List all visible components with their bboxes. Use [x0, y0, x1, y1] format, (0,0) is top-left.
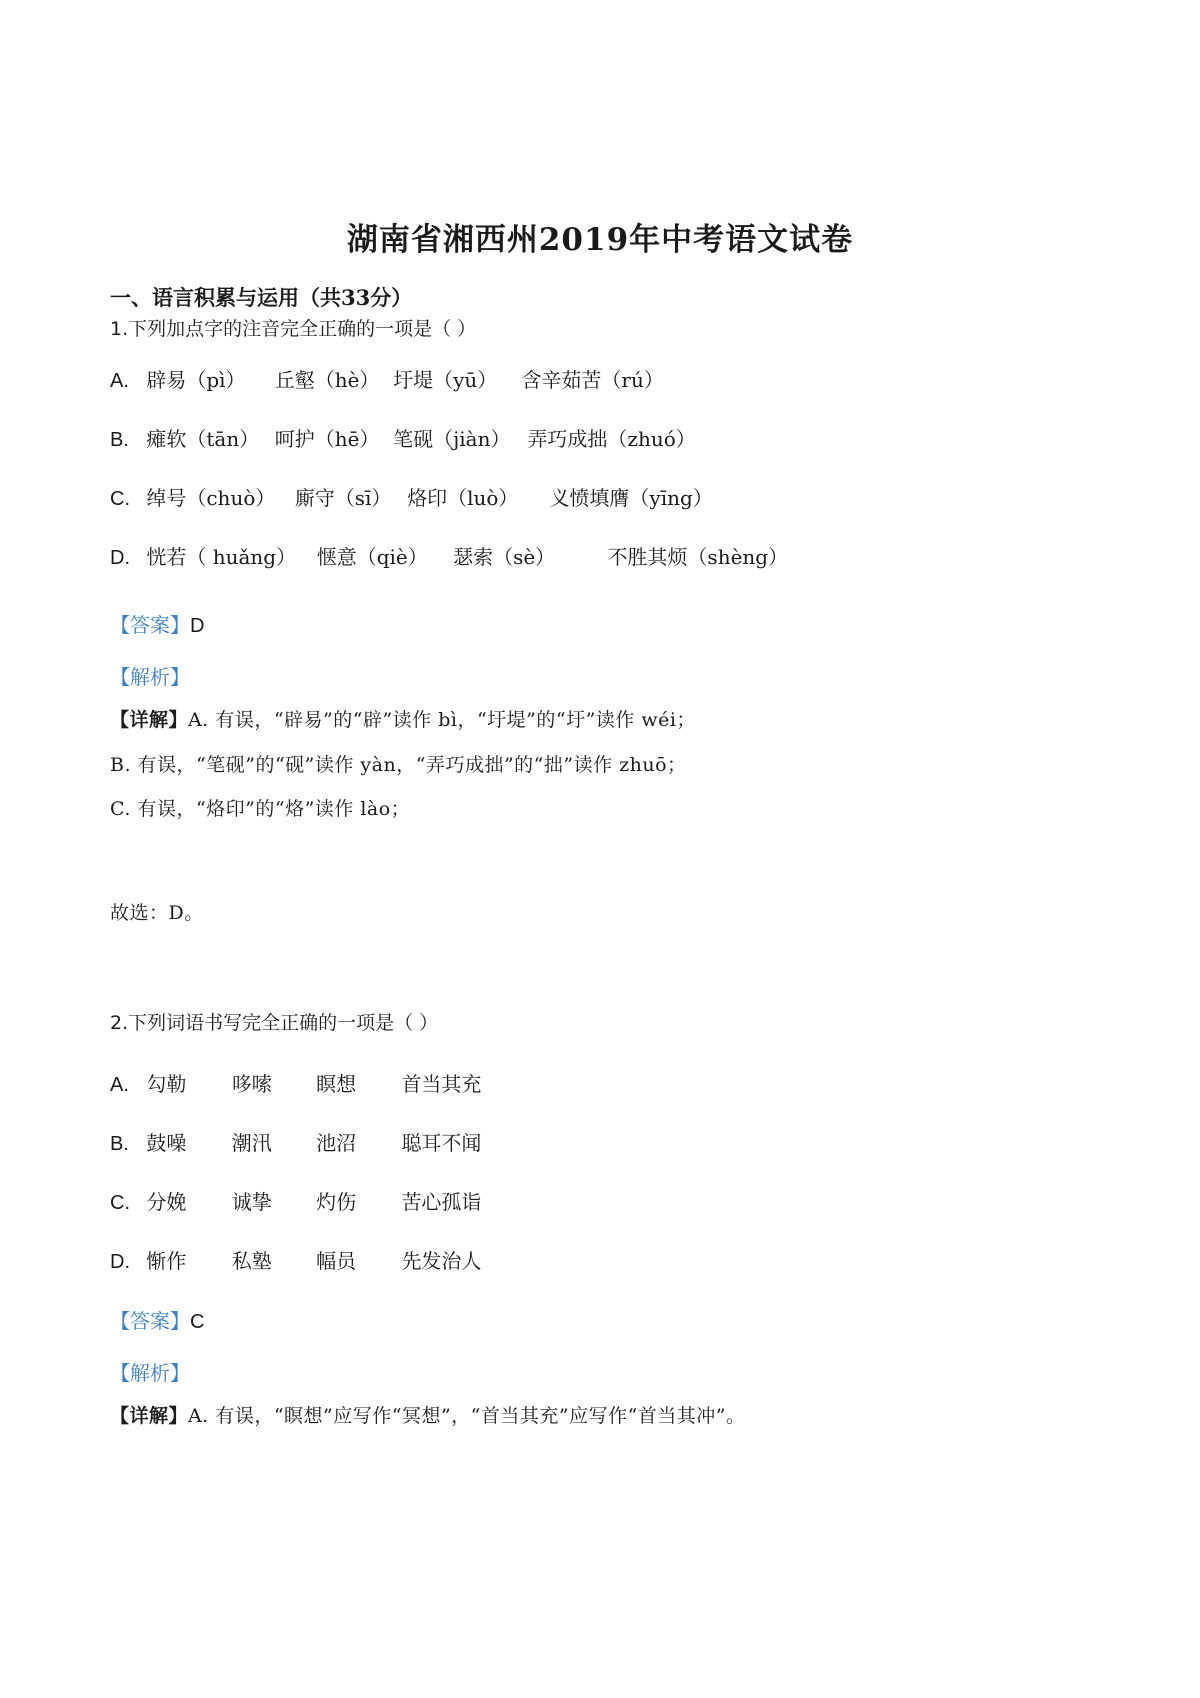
option-item: 含辛茹苦（rú） [521, 368, 664, 392]
detail-text: A. 有误，“瞑想”应写作“冥想”，“首当其充”应写作“首当其冲”。 [188, 1405, 746, 1427]
question-1-option-a[interactable] [110, 364, 664, 393]
question-2-answer [110, 1305, 204, 1334]
option-item: 灼伤 [316, 1190, 357, 1214]
page-title: 湖南省湘西州2019年中考语文试卷 [346, 222, 854, 258]
option-item: 笔砚（jiàn） [393, 427, 511, 451]
question-2-option-d[interactable] [110, 1245, 481, 1274]
option-item: 不胜其烦（shèng） [607, 545, 789, 569]
detail-text: A. 有误，“辟易”的“辟”读作 bì，“圩堤”的“圩”读作 wéi； [188, 709, 696, 731]
option-item: 瑟索（sè） [453, 545, 556, 569]
option-item: 勾勒 [146, 1072, 187, 1096]
question-1-stem: 1.下列加点字的注音完全正确的一项是（ ） [110, 318, 477, 340]
option-item: 池沼 [316, 1131, 357, 1155]
question-1-option-d[interactable] [110, 541, 788, 570]
option-letter: D. [110, 1251, 130, 1273]
detail-tag: 【详解】 [110, 709, 189, 731]
option-letter: A. [110, 370, 129, 392]
question-2-option-a[interactable] [110, 1068, 481, 1097]
option-item: 诚挚 [231, 1190, 272, 1214]
option-item: 惬意（qiè） [316, 545, 428, 569]
question-1-option-c[interactable] [110, 482, 713, 511]
answer-value: C [190, 1311, 205, 1333]
option-letter: B. [110, 1133, 129, 1155]
option-letter: D. [110, 547, 130, 569]
answer-tag: 【答案】 [110, 613, 190, 637]
answer-tag: 【答案】 [110, 1309, 190, 1333]
question-1-analysis-tag: 【解析】 [110, 665, 190, 689]
question-1-answer [110, 609, 204, 638]
option-item: 呵护（hē） [274, 427, 380, 451]
option-item: 廝守（sī） [294, 486, 392, 510]
option-item: 苦心孤诣 [401, 1190, 482, 1214]
option-item: 先发治人 [401, 1249, 482, 1273]
option-letter: B. [110, 429, 129, 451]
question-1-conclusion: 故选：D。 [110, 902, 204, 924]
question-1-option-b[interactable] [110, 423, 696, 452]
option-item: 惭作 [146, 1249, 187, 1273]
question-2-option-c[interactable] [110, 1186, 481, 1215]
question-1-detail-line [110, 705, 696, 732]
option-item: 丘壑（hè） [274, 368, 380, 392]
option-item: 分娩 [146, 1190, 187, 1214]
option-item: 首当其充 [401, 1072, 482, 1096]
option-letter: C. [110, 488, 130, 510]
option-item: 鼓噪 [146, 1131, 187, 1155]
question-1-detail-line: C. 有误，“烙印”的“烙”读作 lào； [110, 798, 411, 820]
option-letter: A. [110, 1074, 129, 1096]
option-item: 圩堤（yū） [393, 368, 498, 392]
question-2-option-b[interactable] [110, 1127, 481, 1156]
option-item: 潮汛 [231, 1131, 272, 1155]
option-item: 绰号（chuò） [146, 486, 276, 510]
option-item: 幅员 [316, 1249, 357, 1273]
detail-tag: 【详解】 [110, 1405, 189, 1427]
question-2-detail-line [110, 1401, 746, 1428]
option-item: 瘫软（tān） [146, 427, 260, 451]
option-item: 辟易（pì） [146, 368, 246, 392]
answer-value: D [190, 615, 205, 637]
option-letter: C. [110, 1192, 130, 1214]
option-item: 私塾 [231, 1249, 272, 1273]
option-item: 聪耳不闻 [401, 1131, 482, 1155]
section-heading: 一、语言积累与运用（共33分） [110, 285, 413, 310]
option-item: 哆嗦 [231, 1072, 272, 1096]
option-item: 义愤填膺（yīng） [549, 486, 713, 510]
question-2-analysis-tag: 【解析】 [110, 1361, 190, 1385]
question-1-detail-line: B. 有误，“笔砚”的“砚”读作 yàn，“弄巧成拙”的“拙”读作 zhuō； [110, 754, 687, 776]
option-item: 弄巧成拙（zhuó） [527, 427, 696, 451]
option-item: 恍若（ huǎng） [146, 545, 297, 569]
option-item: 瞑想 [316, 1072, 357, 1096]
question-2-stem: 2.下列词语书写完全正确的一项是（ ） [110, 1012, 439, 1034]
option-item: 烙印（luò） [407, 486, 519, 510]
